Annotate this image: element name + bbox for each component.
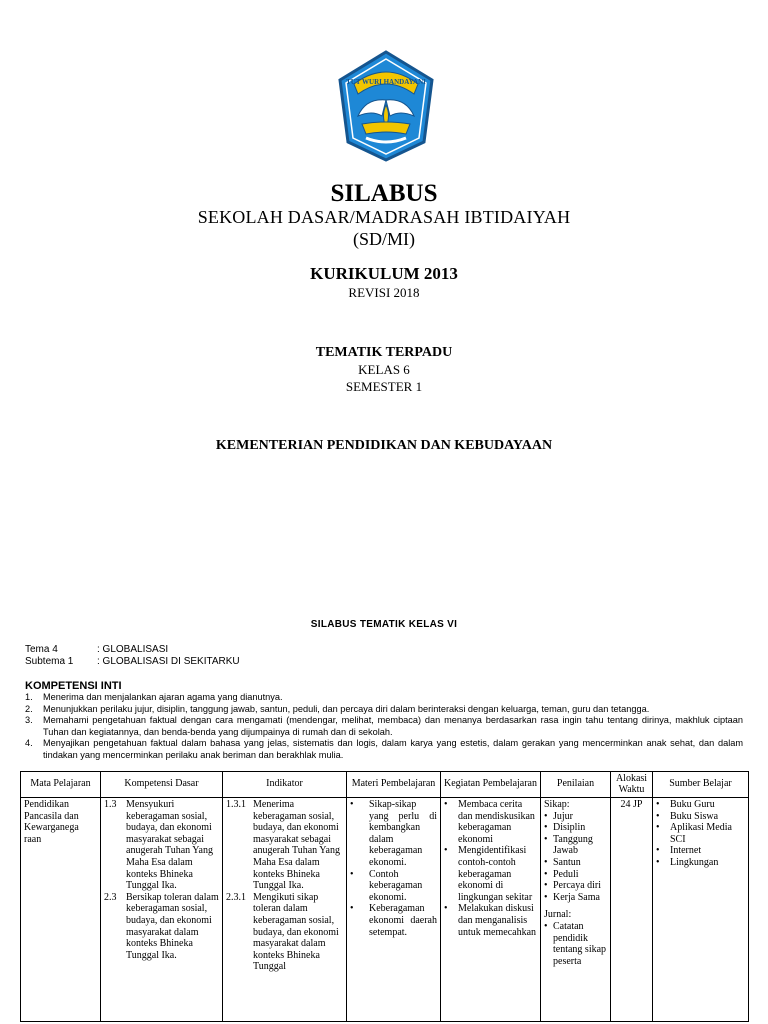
sumber-list (656, 799, 745, 869)
header-mata-pelajaran: Mata Pelajaran (21, 772, 101, 798)
kd-item (104, 892, 219, 962)
ki-item (25, 692, 743, 704)
ki-number: 3. (25, 715, 33, 726)
jurnal-list (544, 921, 607, 967)
list-item: • Tanggung Jawab (544, 834, 607, 857)
ki-text: Menyajikan pengetahuan faktual dalam bahasa yang jelas, sistematis dan logis, dalam karya yang estetis, dalam gerakan yang mencerminkan anak sehat, dan dalam tindakan yang mencerminkan perilaku anak beriman dan berakhlak mulia. (43, 738, 743, 760)
list-item: • Contoh keberagaman ekonomi. (350, 869, 437, 904)
kd-number: 2.3 (104, 891, 117, 903)
kompetensi-inti-list (25, 692, 743, 762)
ki-number: 2. (25, 703, 33, 714)
ki-item (25, 715, 743, 738)
list-item: • Internet (656, 845, 745, 857)
subtema-value: : GLOBALISASI DI SEKITARKU (97, 656, 240, 667)
header-kegiatan: Kegiatan Pembelajaran (441, 772, 541, 798)
school-type: SEKOLAH DASAR/MADRASAH IBTIDAIYAH (197, 207, 571, 227)
sikap-label: Sikap: (544, 799, 570, 810)
list-item: • Buku Siswa (656, 811, 745, 823)
cell-indikator (223, 798, 347, 1022)
list-item: • Lingkungan (656, 857, 745, 869)
school-abbr: (SD/MI) (353, 229, 415, 249)
cell-sumber (653, 798, 749, 1022)
indikator-number: 1.3.1 (226, 799, 246, 810)
cell-penilaian (541, 798, 611, 1022)
ki-item (25, 704, 743, 716)
ki-number: 1. (25, 692, 33, 702)
list-item: • Melakukan diskusi dan menganalisis untuk memecahkan (444, 903, 537, 938)
table-row (21, 798, 749, 1022)
list-item: • Jujur (544, 811, 607, 823)
indikator-number: 2.3.1 (226, 891, 246, 903)
cell-alokasi: 24 JP (611, 798, 653, 1022)
list-item: • Mengidentifikasi contoh-contoh keberagaman ekonomi di lingkungan sekitar (444, 845, 537, 903)
syllabus-heading: SILABUS TEMATIK KELAS VI (310, 619, 458, 630)
theme-type: TEMATIK TERPADU (315, 345, 453, 360)
subtema-label: Subtema 1 (25, 656, 74, 667)
cell-kegiatan (441, 798, 541, 1022)
header-kompetensi-dasar: Kompetensi Dasar (101, 772, 223, 798)
list-item: • Disiplin (544, 822, 607, 834)
header-alokasi: Alokasi Waktu (611, 772, 653, 798)
header-materi: Materi Pembelajaran (347, 772, 441, 798)
semester-label: SEMESTER 1 (345, 379, 423, 394)
tema-value: : GLOBALISASI (97, 644, 169, 655)
sikap-list (544, 811, 607, 904)
list-item: • Aplikasi Media SCI (656, 822, 745, 845)
kd-item (104, 799, 219, 892)
indikator-text: Menerima keberagaman sosial, budaya, dan ekonomi masyarakat sebagai anugerah Tuhan Yang Maha Esa dalam konteks Bhineka Tunggal Ika. (253, 799, 340, 892)
list-item: • Peduli (544, 869, 607, 881)
cover-title: SILABUS (330, 180, 438, 207)
indikator-item (226, 892, 343, 973)
kegiatan-list (444, 799, 537, 938)
ministry-name: KEMENTERIAN PENDIDIKAN DAN KEBUDAYAAN (215, 438, 553, 453)
syllabus-table (20, 771, 749, 1022)
cell-mapel: Pendidikan Pancasila dan Kewarganega raan (21, 798, 101, 1022)
indikator-text: Mengikuti sikap toleran dalam keberagaman sosial, budaya, dan ekonomi masyarakat dalam konteks Bhineka Tunggal (253, 891, 339, 973)
kd-text: Bersikap toleran dalam keberagaman sosial, budaya, dan ekonomi masyarakat dalam konteks Bhineka Tunggal Ika. (126, 891, 219, 961)
list-item: • Keberagaman ekonomi daerah setempat. (350, 903, 437, 938)
curriculum: KURIKULUM 2013 (310, 264, 458, 283)
kd-number: 1.3 (104, 799, 117, 810)
svg-text:TUT WURI HANDAYANI: TUT WURI HANDAYANI (346, 78, 426, 86)
subtema-row (25, 656, 240, 667)
tut-wuri-handayani-logo (336, 50, 436, 162)
ki-text: Menerima dan menjalankan ajaran agama yang dianutnya. (43, 692, 283, 702)
materi-list (350, 799, 437, 938)
list-item: • Sikap-sikap yang perlu di kembangkan dalam keberagaman ekonomi. (350, 799, 437, 869)
ki-item (25, 738, 743, 761)
class-label: KELAS 6 (358, 362, 410, 377)
cell-kd (101, 798, 223, 1022)
tema-row (25, 644, 168, 655)
cell-materi (347, 798, 441, 1022)
kd-text: Mensyukuri keberagaman sosial, budaya, dan ekonomi masyarakat sebagai anugerah Tuhan Yang Maha Esa dalam konteks Bhineka Tunggal Ika. (126, 799, 213, 892)
list-item: • Buku Guru (656, 799, 745, 811)
ki-text: Memahami pengetahuan faktual dengan cara mengamati (mendengar, melihat, membaca) dan menanya berdasarkan rasa ingin tahu tentang dirinya, makhluk ciptaan Tuhan dan kegiatannya, dan benda-benda yang dijumpainya di rumah dan di sekolah. (43, 715, 743, 737)
revision: REVISI 2018 (348, 285, 420, 300)
header-indikator: Indikator (223, 772, 347, 798)
list-item: • Catatan pendidik tentang sikap peserta (544, 921, 607, 967)
table-header-row (21, 772, 749, 798)
list-item: • Membaca cerita dan mendiskusikan keberagaman ekonomi (444, 799, 537, 845)
list-item: • Percaya diri (544, 880, 607, 892)
indikator-item (226, 799, 343, 892)
jurnal-label: Jurnal: (544, 909, 572, 921)
list-item: • Kerja Sama (544, 892, 607, 904)
kompetensi-inti-title: KOMPETENSI INTI (25, 680, 122, 692)
list-item: • Santun (544, 857, 607, 869)
header-sumber: Sumber Belajar (653, 772, 749, 798)
ki-number: 4. (25, 738, 33, 749)
tema-label: Tema 4 (25, 644, 58, 655)
ki-text: Menunjukkan perilaku jujur, disiplin, tanggung jawab, santun, peduli, dan percaya diri dalam berinteraksi dengan keluarga, teman, guru dan tetangga. (43, 703, 650, 714)
header-penilaian: Penilaian (541, 772, 611, 798)
